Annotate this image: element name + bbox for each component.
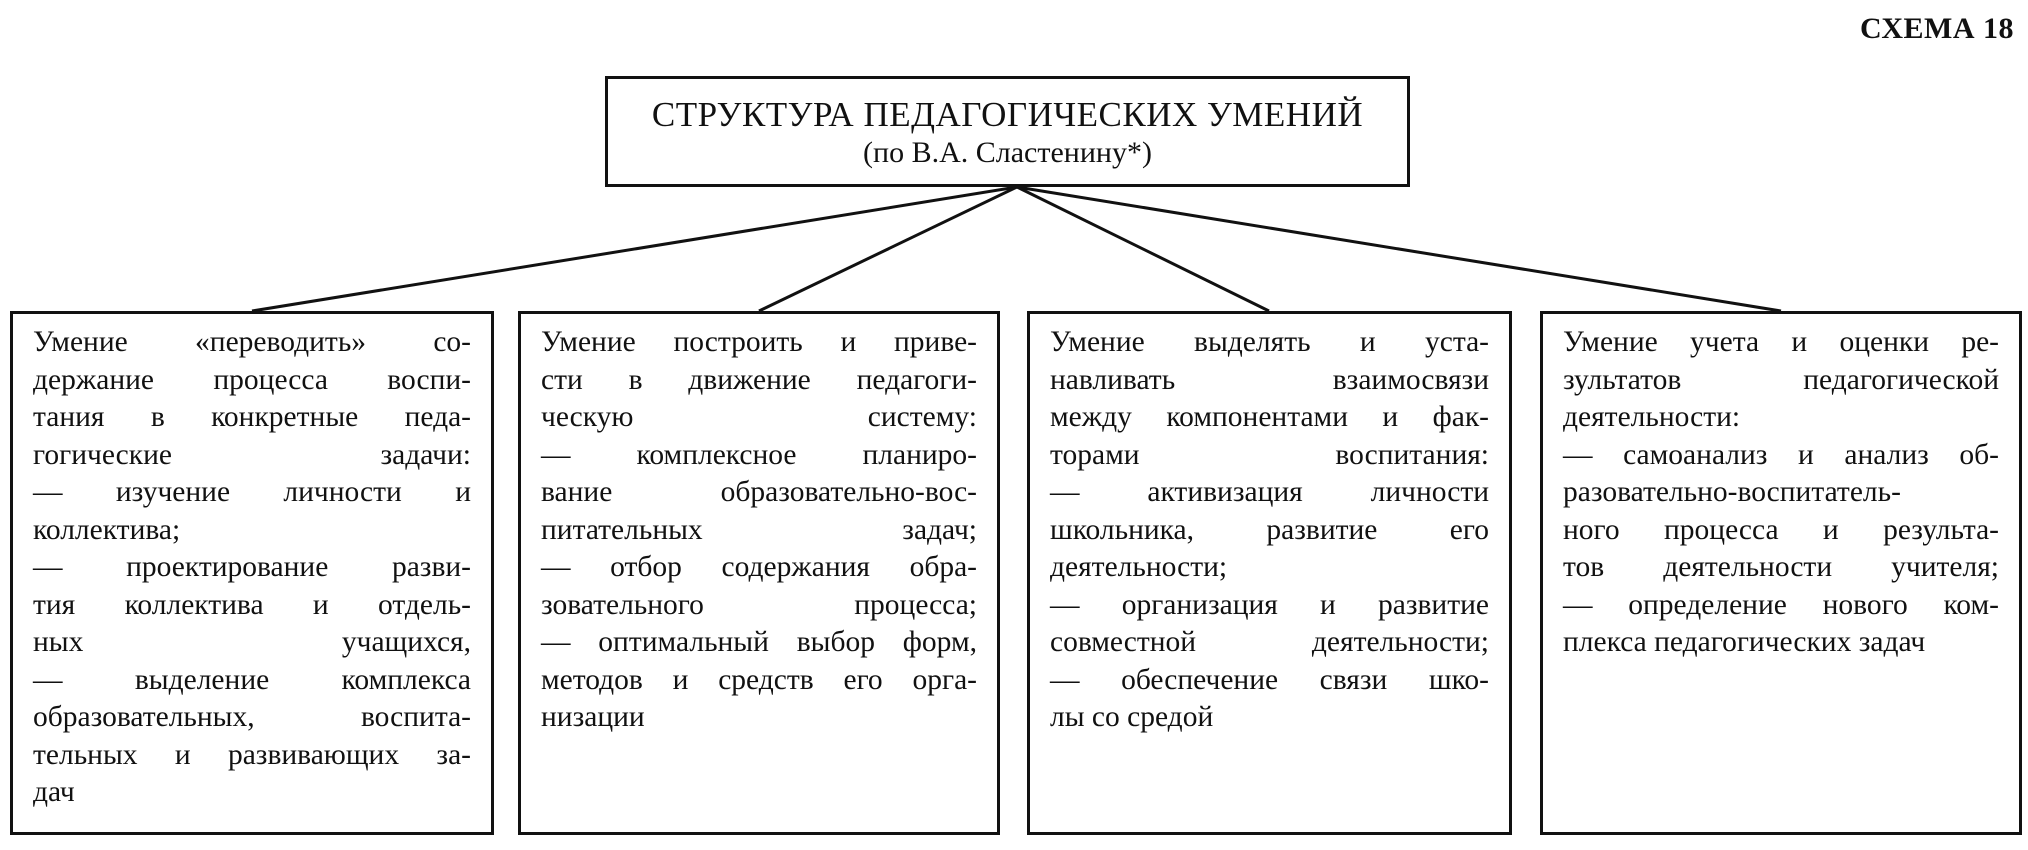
skill-box-build-system (518, 311, 1000, 835)
connector-line-3 (1017, 187, 1269, 311)
connector-line-4 (1017, 187, 1781, 311)
skill-box-text-line: лы со средой (1050, 701, 1214, 733)
skill-box-interrelations (1027, 311, 1512, 835)
skill-box-text-line: деятельности: (1563, 401, 1741, 433)
skill-box-text-line: держание процесса воспи- (33, 363, 471, 396)
skill-box-text-line: питательных задач; (541, 513, 977, 546)
skill-box-text-line: Умение выделять и уста- (1050, 326, 1489, 358)
skill-box-translate-content (10, 311, 494, 835)
skill-box-text-line: тия коллектива и отдель- (33, 588, 471, 621)
skill-box-text-line: школьника, развитие его (1050, 513, 1489, 546)
skill-box-text-line: гогические задачи: (33, 438, 471, 471)
skill-box-text-line: коллектива; (33, 513, 181, 546)
diagram-title-box (605, 76, 1410, 187)
skill-box-text-line: разовательно-воспитатель- (1563, 476, 1901, 508)
skill-box-text-line: плекса педагогических задач (1563, 626, 1926, 658)
skill-box-text-line: тельных и развивающих за- (33, 738, 471, 771)
skill-box-text-line: методов и средств его орга- (541, 663, 977, 696)
diagram-subtitle: (по В.А. Сластенину*) (863, 136, 1152, 169)
skill-box-text-line: — организация и развитие (1050, 588, 1489, 621)
skill-box-text-line: тов деятельности учителя; (1563, 551, 1999, 583)
skill-box-text-line: низации (541, 701, 645, 733)
skill-box-text-line: ных учащихся, (33, 626, 471, 658)
skill-box-text-line: — комплексное планиро- (541, 438, 977, 471)
skill-box-text-line: совместной деятельности; (1050, 626, 1489, 658)
scheme-number-label: СХЕМА 18 (1859, 12, 2014, 45)
skill-box-text-line: — отбор содержания обра- (541, 551, 977, 583)
skill-box-text-line: Умение построить и приве- (541, 326, 977, 358)
skill-box-text-line: между компонентами и фак- (1050, 401, 1489, 433)
skill-box-assessment (1540, 311, 2022, 835)
skill-box-text-line: образовательных, воспита- (33, 701, 471, 733)
skill-box-text-line: ного процесса и результа- (1563, 513, 1999, 546)
skill-box-text-line: — обеспечение связи шко- (1050, 663, 1489, 696)
skill-box-text-line: навливать взаимосвязи (1050, 363, 1489, 396)
connector-line-2 (759, 187, 1017, 311)
skill-box-text-line: — самоанализ и анализ об- (1563, 438, 1999, 471)
skill-box-text-line: Умение «переводить» со- (33, 326, 471, 358)
skill-box-text-line: — выделение комплекса (33, 663, 471, 696)
skill-box-text-line: вание образовательно-вос- (541, 476, 977, 508)
skill-box-text-line: — оптимальный выбор форм, (541, 626, 977, 658)
skill-box-text-line: — активизация личности (1050, 476, 1489, 508)
skill-box-text-line: зовательного процесса; (541, 588, 977, 621)
skill-box-text-line: — проектирование разви- (33, 551, 471, 583)
skill-box-text-line: — определение нового ком- (1563, 588, 1999, 621)
skill-box-text-line: ческую систему: (541, 401, 977, 433)
skill-box-text-line: тания в конкретные педа- (33, 401, 471, 433)
skill-box-text-line: деятельности; (1050, 551, 1228, 583)
skill-box-text-line: торами воспитания: (1050, 438, 1489, 471)
skill-box-text-line: дач (33, 776, 75, 808)
diagram-title: СТРУКТУРА ПЕДАГОГИЧЕСКИХ УМЕНИЙ (651, 95, 1364, 134)
skill-box-text-line: Умение учета и оценки ре- (1563, 326, 1999, 358)
connector-line-1 (252, 187, 1017, 311)
skill-box-text-line: сти в движение педагоги- (541, 363, 977, 396)
skill-box-text-line: зультатов педагогической (1563, 363, 1999, 396)
skill-box-text-line: — изучение личности и (33, 476, 471, 508)
